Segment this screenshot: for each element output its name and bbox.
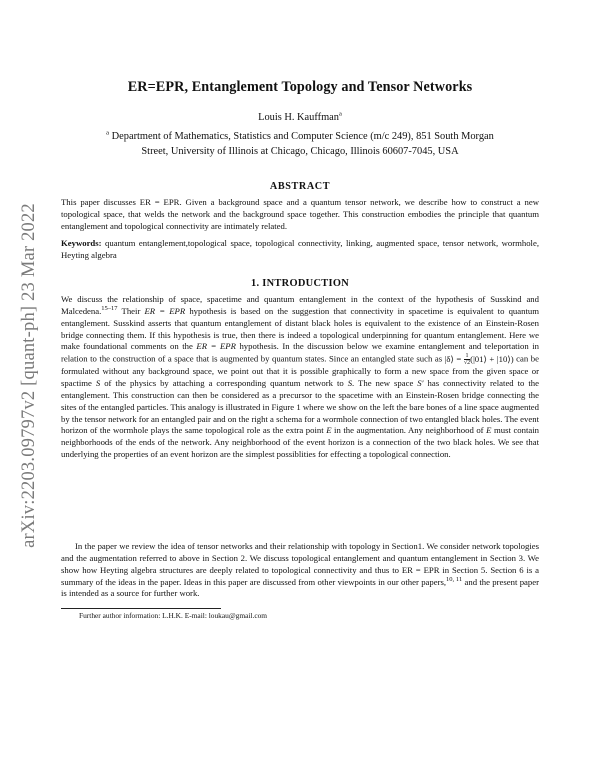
abstract-heading: ABSTRACT <box>269 181 331 192</box>
introduction-paragraph-2: In the paper we review the idea of tensor networks and their relationship with topology in Section1. We consider network topologies and the augmentation referred to above in Section 2. We discuss topological entanglement and quantum entanglement in Section 3. We show how Heyting algebra structures are deeply related to topological connectivity and thus to ER = EPR in Section 5. Section 6 is a summary of the ideas in the paper. Ideas in this paper are discussed from other viewpoints in our other papers,$^{10, 11}$ and the present paper is intended as a source for further work. <box>61 541 539 599</box>
keywords-text: quantum entanglement,topological space, topological connectivity, linking, augmented space, tensor network, wormhole, Heyting algebra <box>61 238 539 260</box>
arxiv-identifier: arXiv:2203.09797v2 [quant-ph] 23 Mar 2022 <box>18 202 39 548</box>
affiliation-line-1: $^a$ Department of Mathematics, Statistics and Computer Science (m/c 249), 851 South Morgan <box>106 129 494 142</box>
author-affil-marker: a <box>339 110 342 118</box>
footnote: Further author information: L.H.K. E-mail: loukau@gmail.com <box>79 611 268 620</box>
entangled-state-formula: |δ⟩ = $\frac{1}{√2}$ (|01⟩ + |10⟩) <box>444 353 514 367</box>
paper-title: ER=EPR, Entanglement Topology and Tensor Networks <box>127 79 473 95</box>
footnote-rule <box>61 608 221 609</box>
introduction-paragraph-1: We discuss the relationship of space, spacetime and quantum entanglement in the context of the hypothesis of Susskind and Malcedena.$^{15-17}$ Their ER = EPR hypothesis is based on the suggestion that connectivity in spacetime is equivalent to quantum entanglement. Susskind asserts that quantum entanglement of distant black holes is equivalent to the existence of an Einstein-Rosen bridge connecting them. If this hypothesis is true, then there is indeed a topological underpinning for quantum entanglement. Here we make foundational comments on the ER = EPR hypothesis. In the discussion below we examine entanglement and teleportation in relation to the construction of a space that is augmented by quantum states. Since an entangled state such as |δ⟩ = $\frac{1}{√2}$ (|01⟩ + |10⟩) can be formulated without any background space, we point out that it is possible graphically to form a new space from the given space or spactime S of the physics by attaching a corresponding quantum network to S. The new space S′ has connectivity related to the entanglement. This construction can then be considered as a precursor to the spacetime with an Einstein-Rosen bridge connecting the sites of the entangled particles. This analogy is illustrated in Figure 1 where we show on the left the bare bones of a line space augmented by the tensor network for an entangled pair and on the right a schema for a wormhole connection of two entangled black holes. The event horizon of the wormhole plays the same topological role as the extra point E in the augmentation. Any neighborhood of E must contain neighborhoods of the ends of the network. Any neighborhood of the event horizon is a connection of the two black holes. We see that underlying the properties of an event horizon are the simplest possiblities for effecting a topological connection. <box>61 294 540 460</box>
keywords <box>61 238 539 262</box>
affiliation-line-2: Street, University of Illinois at Chicago, Chicago, Illinois 60607-7045, USA <box>141 146 459 157</box>
arxiv-identifier-sidebar <box>14 180 44 570</box>
keywords-label: Keywords: <box>61 238 102 248</box>
author-name: Louis H. Kauffman <box>258 112 339 123</box>
citation: 15–17 <box>101 304 118 312</box>
affil-marker: a <box>106 129 110 137</box>
citation: 10, 11 <box>446 575 463 583</box>
abstract-body: This paper discusses ER = EPR. Given a background space and a quantum tensor network, we describe how to construct a new topological space, that welds the network and the background space together. This construction embodies the principle that quantum entanglement and topological connectivity are intimately related. <box>61 197 539 231</box>
affiliation <box>61 129 539 159</box>
author-line <box>61 112 539 123</box>
section-heading-introduction: 1. INTRODUCTION <box>250 278 350 289</box>
